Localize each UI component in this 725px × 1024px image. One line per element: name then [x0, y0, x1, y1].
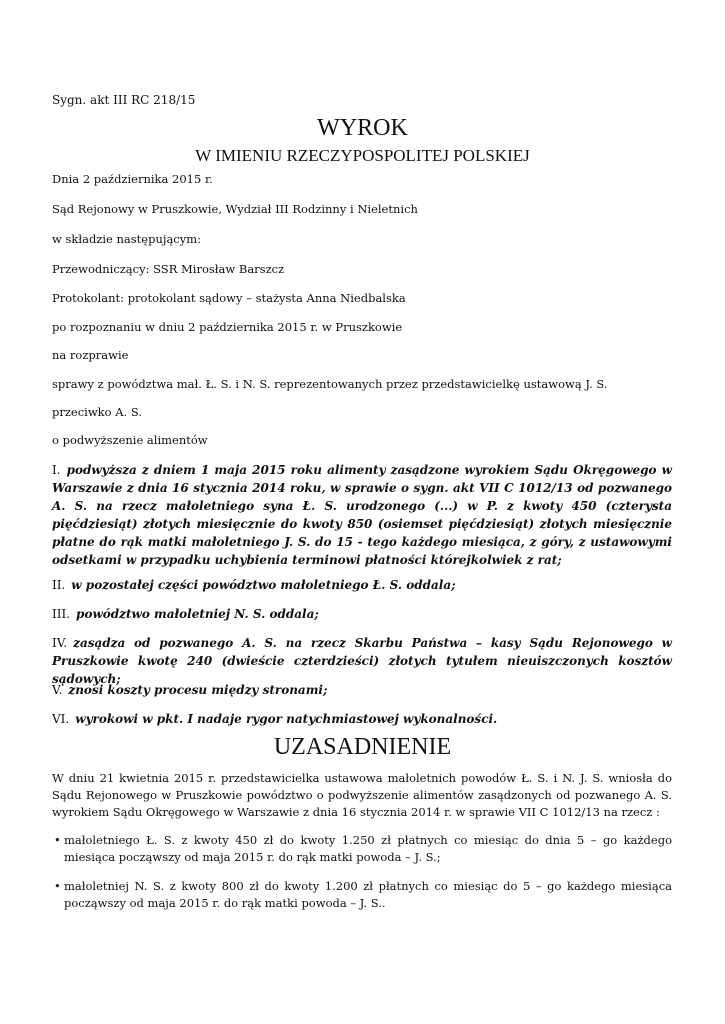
item-number: I.	[52, 463, 61, 477]
court-reporter: Protokolant: protokolant sądowy – stażysta Anna Niedbalska	[52, 291, 406, 305]
judgment-item	[52, 461, 672, 569]
item-text: podwyższa z dniem 1 maja 2015 roku alimenty zasądzone wyrokiem Sądu Okręgowego w Warszawie z dnia 16 stycznia 2014 roku, w sprawie o sygn. akt VII C 1012/13 od pozwanego A. S. na rzecz małoletniego syna Ł. S. urodzonego (...) w P. z kwoty 450 (czterysta pięćdziesiąt) złotych miesięcznie do kwoty 850 (osiemset pięćdziesiąt) złotych miesięcznie płatne do rąk matki małoletniego J. S. do 15 - tego każdego miesiąca, z góry, z ustawowymi odsetkami w przypadku uchybienia terminowi płatności którejkolwiek z rat;	[52, 463, 672, 567]
hearing-date: po rozpoznaniu w dniu 2 października 2015 r. w Pruszkowie	[52, 320, 403, 334]
item-number: IV.	[52, 636, 68, 650]
item-text: wyrokowi w pkt. I nadaje rygor natychmiastowej wykonalności.	[75, 712, 498, 726]
claims-list	[52, 832, 672, 912]
list-item-text: małoletniego Ł. S. z kwoty 450 zł do kwoty 1.250 zł płatnych co miesiąc do dnia 5 – go każdego miesiąca począwszy od maja 2015 r. do rąk matki powoda – J. S.;	[64, 833, 672, 864]
justification-title: UZASADNIENIE	[273, 734, 452, 760]
judgment-item	[52, 605, 672, 623]
judgment-date: Dnia 2 października 2015 r.	[52, 172, 213, 186]
justification-paragraph: W dniu 21 kwietnia 2015 r. przedstawicielka ustawowa małoletnich powodów Ł. S. i N. J. S. wniosła do Sądu Rejonowego w Pruszkowie powództwo o podwyższenie alimentów zasądzonych od pozwanego A. S. wyrokiem Sądu Okręgowego w Warszawie z dnia 16 stycznia 2014 r. w sprawie VII C 1012/13 na rzecz :	[52, 771, 672, 819]
document-subtitle: W IMIENIU RZECZYPOSPOLITEJ POLSKIEJ	[195, 146, 530, 165]
defendant: przeciwko A. S.	[52, 405, 142, 419]
list-item	[52, 878, 672, 912]
bullet-icon: •	[54, 879, 61, 893]
court-name: Sąd Rejonowy w Pruszkowie, Wydział III Rodzinny i Nieletnich	[52, 202, 418, 216]
list-item	[52, 832, 672, 866]
judgment-item	[52, 634, 672, 688]
presiding-judge: Przewodniczący: SSR Mirosław Barszcz	[52, 262, 285, 276]
judgment-item	[52, 681, 672, 699]
item-text: w pozostałej części powództwo małoletniego Ł. S. oddala;	[71, 578, 456, 592]
item-number: III.	[52, 607, 71, 621]
list-item-text: małoletniej N. S. z kwoty 800 zł do kwoty 1.200 zł płatnych co miesiąc do 5 – go każdego miesiąca począwszy od maja 2015 r. do rąk matki powoda – J. S..	[64, 879, 672, 910]
item-text: zasądza od pozwanego A. S. na rzecz Skarbu Państwa – kasy Sądu Rejonowego w Pruszkowie kwotę 240 (dwieście czterdzieści) złotych tytułem nieuiszczonych kosztów sądowych;	[52, 636, 672, 686]
composition-label: w składzie następującym:	[52, 232, 202, 246]
item-text: znosi koszty procesu między stronami;	[68, 683, 328, 697]
hearing-type: na rozprawie	[52, 348, 129, 362]
judgment-item	[52, 576, 672, 594]
item-number: V.	[52, 683, 63, 697]
case-signature: Sygn. akt III RC 218/15	[52, 93, 196, 107]
judgment-item	[52, 710, 672, 728]
case-parties: sprawy z powództwa mał. Ł. S. i N. S. reprezentowanych przez przedstawicielkę ustawową J. S.	[52, 377, 608, 391]
item-text: powództwo małoletniej N. S. oddala;	[76, 607, 319, 621]
document-title: WYROK	[317, 115, 408, 141]
bullet-icon: •	[54, 833, 61, 847]
item-number: II.	[52, 578, 66, 592]
item-number: VI.	[52, 712, 70, 726]
case-subject: o podwyższenie alimentów	[52, 433, 208, 447]
